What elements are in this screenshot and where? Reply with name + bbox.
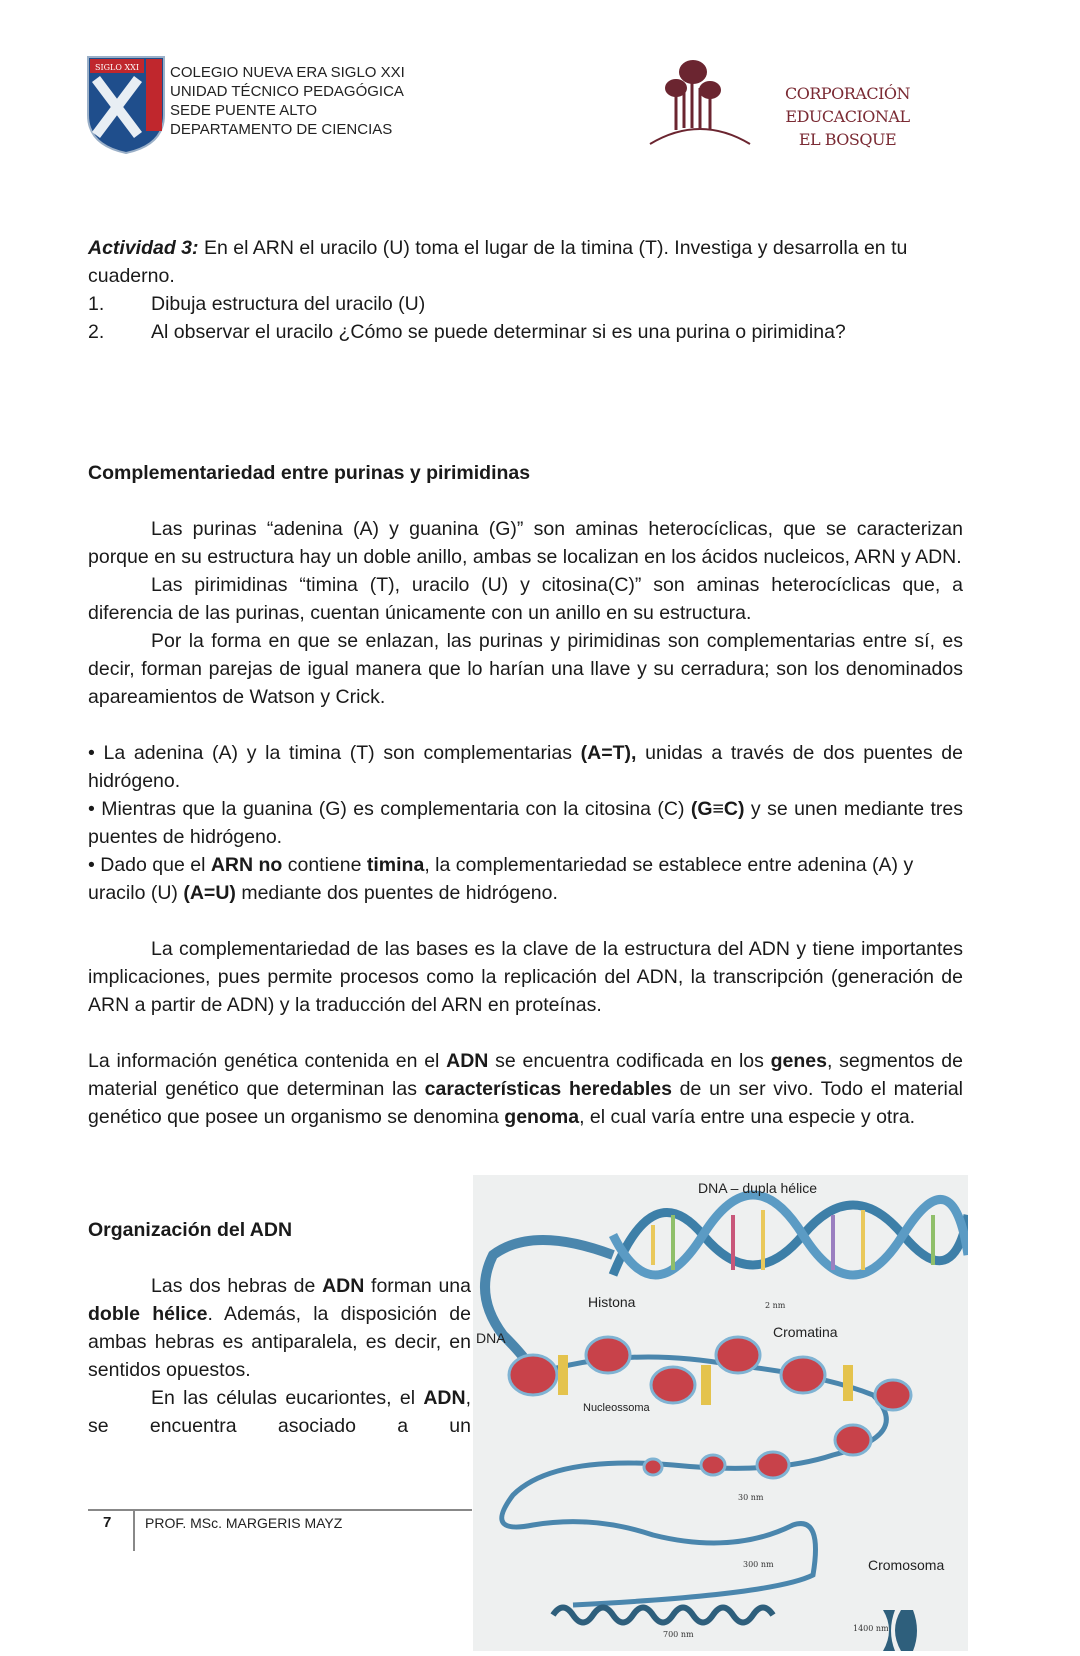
text-run: Las purinas “adenina (A) y guanina (G)” son aminas heterocíclicas, que se caracterizan porque en su estructura hay un doble anillo, ambas se localizan en los ácidos nucleicos, ARN y ADN.	[88, 518, 963, 568]
activity-section	[88, 234, 963, 346]
item-number: 1.	[88, 293, 105, 315]
scale-300nm: 300 nm	[743, 1560, 774, 1569]
footer-divider	[88, 1509, 472, 1511]
svg-text:SIGLO XXI: SIGLO XXI	[95, 63, 139, 72]
bullet-item	[88, 739, 963, 795]
bold-text: ADN	[423, 1387, 466, 1409]
school-campus: SEDE PUENTE ALTO	[170, 102, 317, 119]
bold-text: (A=U)	[183, 882, 236, 904]
corporation-name	[735, 82, 960, 151]
text-run: • La adenina (A) y la timina (T) son complementarias	[88, 742, 581, 764]
text-run: , el cual varía entre una especie y otra.	[579, 1106, 916, 1128]
bold-text: genes	[770, 1050, 827, 1072]
paragraph	[88, 1384, 471, 1440]
text-run: , se encuentra asociado a un	[88, 1387, 471, 1437]
paragraph	[88, 935, 963, 1019]
text-run: de un ser vivo. Todo el material genético que posee un organismo se denomina	[88, 1078, 963, 1128]
footer-vertical-divider	[133, 1509, 135, 1551]
label-dna: DNA	[476, 1330, 506, 1346]
bullet-item	[88, 851, 963, 907]
activity-text: En el ARN el uracilo (U) toma el lugar de la timina (T). Investiga y desarrolla en tu cuaderno.	[88, 237, 908, 287]
label-cromosoma: Cromosoma	[868, 1557, 945, 1573]
activity-item-2	[88, 318, 963, 346]
school-info	[170, 63, 405, 139]
label-histona: Histona	[588, 1294, 636, 1310]
bold-text: ARN no	[210, 854, 283, 876]
corp-line-2: EL BOSQUE	[798, 130, 897, 149]
scale-30nm: 30 nm	[738, 1493, 764, 1502]
bold-text: ADN	[446, 1050, 489, 1072]
bold-text: timina	[366, 854, 425, 876]
bold-text: (G≡C)	[690, 798, 745, 820]
text-run: se encuentra codificada en los	[488, 1050, 771, 1072]
scale-700nm: 700 nm	[663, 1630, 694, 1639]
paragraph	[88, 627, 963, 711]
text-run: y se unen mediante tres puentes de hidrógeno.	[88, 798, 963, 848]
section1-body	[88, 515, 963, 1131]
paragraph	[88, 515, 963, 571]
scale-1400nm: 1400 nm	[853, 1624, 889, 1633]
corp-line-1: CORPORACIÓN EDUCACIONAL	[784, 84, 911, 126]
text-run: forman una	[364, 1275, 471, 1297]
activity-item-1	[88, 290, 963, 318]
figure-title: DNA – dupla hélice	[698, 1180, 818, 1196]
text-run: , segmentos de material genético que determinan las	[88, 1050, 963, 1100]
item-text: Dibuja estructura del uracilo (U)	[151, 293, 426, 315]
section-heading-organizacion: Organización del ADN	[88, 1219, 293, 1241]
text-run: mediante dos puentes de hidrógeno.	[235, 882, 558, 904]
text-run: Las dos hebras de	[151, 1275, 323, 1297]
bold-text: genoma	[504, 1106, 580, 1128]
bold-text: doble hélice	[88, 1303, 208, 1325]
bold-text: (A=T),	[580, 742, 637, 764]
nucleosomes	[509, 1337, 911, 1478]
text-run: , la complementariedad se establece entre adenina (A) y uracilo (U)	[88, 854, 914, 904]
school-unit: UNIDAD TÉCNICO PEDAGÓGICA	[170, 83, 404, 100]
paragraph	[88, 1272, 471, 1384]
text-run: • Dado que el	[88, 854, 211, 876]
page-number: 7	[103, 1514, 112, 1531]
text-run: Las pirimidinas “timina (T), uracilo (U) y citosina(C)” son aminas heterocíclicas que, a diferencia de las purinas, cuentan únicamente con un anillo en su estructura.	[88, 574, 963, 624]
text-run: . Además, la disposición de ambas hebras es antiparalela, es decir, en sentidos opuestos.	[88, 1303, 471, 1381]
bullet-item	[88, 795, 963, 851]
text-run: La información genética contenida en el	[88, 1050, 447, 1072]
text-run: En las células eucariontes, el	[151, 1387, 424, 1409]
label-nucleossoma: Nucleossoma	[583, 1402, 650, 1414]
paragraph	[88, 571, 963, 627]
text-run: unidas a través de dos puentes de hidrógeno.	[88, 742, 963, 792]
school-department: DEPARTAMENTO DE CIENCIAS	[170, 121, 393, 138]
author: PROF. MSc. MARGERIS MAYZ	[145, 1515, 343, 1531]
school-name: COLEGIO NUEVA ERA SIGLO XXI	[170, 64, 405, 81]
bold-text: características heredables	[424, 1078, 672, 1100]
bold-text: ADN	[322, 1275, 365, 1297]
double-helix	[613, 1195, 968, 1275]
item-text: Al observar el uracilo ¿Cómo se puede determinar si es una purina o pirimidina?	[151, 321, 846, 343]
scale-2nm: 2 nm	[765, 1301, 786, 1310]
chromatin-organization-figure	[473, 1175, 968, 1651]
text-run: contiene	[282, 854, 367, 876]
label-cromatina: Cromatina	[773, 1324, 838, 1340]
section-heading-complementariedad: Complementariedad entre purinas y pirimidinas	[88, 462, 531, 484]
dna-organization-illustration	[473, 1175, 968, 1651]
text-run: Por la forma en que se enlazan, las purinas y pirimidinas son complementarias entre sí, es decir, forman parejas de igual manera que lo harían una llave y su cerradura; son los denominados apareamientos de Watson y Crick.	[88, 630, 963, 708]
paragraph	[88, 1047, 963, 1131]
school-shield-logo	[86, 55, 166, 155]
text-run: La complementariedad de las bases es la clave de la estructura del ADN y tiene importantes implicaciones, pues permite procesos como la replicación del ADN, la transcripción (generación de ARN a partir de ADN) y la traducción del ARN en proteínas.	[88, 938, 963, 1016]
section2-body	[88, 1272, 471, 1440]
item-number: 2.	[88, 321, 105, 343]
text-run: • Mientras que la guanina (G) es complementaria con la citosina (C)	[88, 798, 691, 820]
activity-label: Actividad 3:	[88, 237, 199, 259]
